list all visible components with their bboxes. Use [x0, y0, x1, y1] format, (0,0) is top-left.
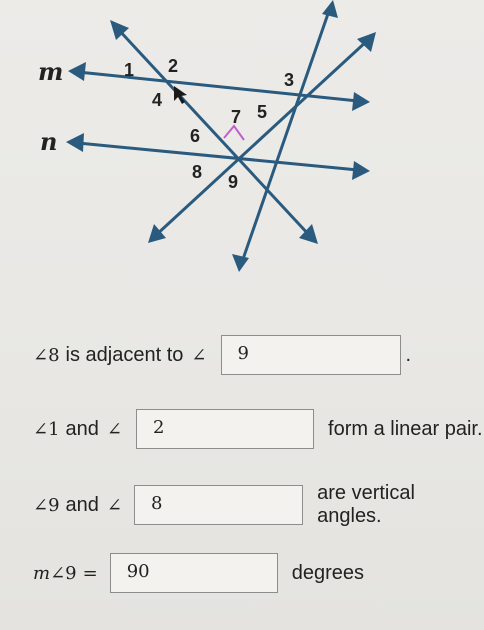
- arrow-tc-top: [322, 0, 338, 18]
- q1-subject: 8: [48, 344, 60, 366]
- angle-label-5: 5: [257, 102, 268, 122]
- angle-label-9: 9: [228, 172, 239, 192]
- q2-answer-input[interactable]: 2: [136, 409, 314, 449]
- angle-label-6: 6: [190, 126, 201, 146]
- q3-text: are vertical angles.: [317, 482, 415, 527]
- q4-answer-input[interactable]: 90: [110, 553, 278, 593]
- measure-symbol: m: [33, 562, 51, 584]
- line-n: [78, 143, 358, 170]
- q3-answer-input[interactable]: 8: [134, 485, 303, 525]
- arrow-n-left: [66, 133, 84, 152]
- transversal-c: [242, 8, 330, 262]
- angle-7-mark: [224, 126, 244, 140]
- angle-symbol: ∠: [106, 418, 123, 440]
- arrow-n-right: [352, 161, 370, 180]
- question-1: [33, 335, 411, 375]
- angle-label-8: 8: [192, 162, 203, 182]
- q1-period: .: [405, 343, 412, 366]
- line-label-n: n: [40, 127, 58, 156]
- angle-symbol: ∠: [191, 344, 207, 366]
- angle-label-2: 2: [168, 56, 179, 76]
- q1-text: is adjacent to: [65, 343, 184, 366]
- angle-symbol: ∠: [106, 494, 123, 516]
- q1-answer-input[interactable]: 9: [221, 335, 401, 375]
- angle-label-1: 1: [124, 60, 135, 80]
- angle-diagram: [0, 0, 484, 290]
- question-4: [33, 553, 364, 593]
- angle-label-4: 4: [152, 90, 163, 110]
- angle-label-3: 3: [284, 70, 295, 90]
- question-3: [33, 482, 484, 528]
- angle-label-7: 7: [231, 107, 242, 127]
- equals-sign: =: [82, 562, 98, 584]
- q2-text: form a linear pair.: [328, 417, 483, 440]
- angle-symbol: ∠: [50, 562, 66, 584]
- angle-symbol: ∠: [33, 418, 49, 440]
- question-2: [33, 409, 483, 449]
- angle-symbol: ∠: [33, 344, 49, 366]
- arrow-tc-bottom: [232, 254, 249, 272]
- q3-subject: 9: [48, 494, 60, 516]
- arrow-m-right: [352, 92, 370, 111]
- line-label-m: m: [38, 57, 64, 86]
- q4-subject: 9: [65, 562, 77, 584]
- transversal-a: [117, 28, 310, 236]
- arrow-m-left: [68, 62, 86, 81]
- q2-conj: and: [65, 417, 99, 440]
- q2-subject: 1: [48, 418, 60, 440]
- angle-symbol: ∠: [33, 494, 49, 516]
- q4-unit: degrees: [291, 561, 364, 584]
- q3-conj: and: [65, 493, 99, 516]
